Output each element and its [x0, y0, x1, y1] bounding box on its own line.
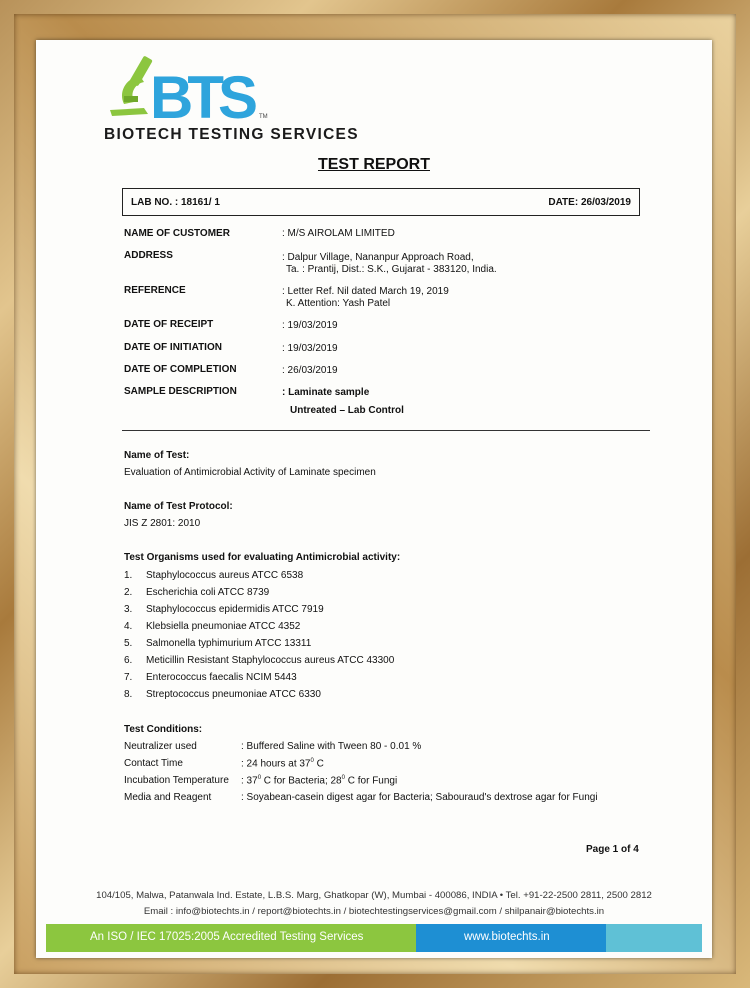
report-title: TEST REPORT — [317, 156, 430, 173]
test-name-heading: Name of Test: — [124, 450, 190, 461]
organism-name: Streptococcus pneumoniae ATCC 6330 — [146, 689, 321, 700]
organism-number: 8. — [124, 689, 133, 700]
organism-name: Enterococcus faecalis NCIM 5443 — [146, 672, 297, 683]
report-date: DATE: 26/03/2019 — [548, 197, 631, 208]
sample-label: SAMPLE DESCRIPTION — [124, 386, 237, 397]
reference-value: : Letter Ref. Nil dated March 19, 2019 — [282, 286, 449, 297]
protocol-heading: Name of Test Protocol: — [124, 501, 233, 512]
organism-number: 7. — [124, 672, 133, 683]
accent-band — [606, 924, 702, 952]
accreditation-text: An ISO / IEC 17025:2005 Accredited Testing Services — [90, 931, 364, 943]
address-label: ADDRESS — [124, 250, 173, 261]
initiation-value: : 19/03/2019 — [282, 343, 338, 354]
reference-label: REFERENCE — [124, 285, 186, 296]
contact-time-label: Contact Time — [124, 758, 183, 769]
divider — [122, 430, 650, 431]
address-value: : Dalpur Village, Nananpur Approach Road, — [282, 252, 474, 263]
accreditation-band — [46, 924, 416, 952]
trademark-mark: TM — [259, 114, 268, 120]
address-value-line2: Ta. : Prantij, Dist.: S.K., Gujarat - 383120, India. — [286, 264, 497, 275]
contact-time-value: : 24 hours at $37^0$ C — [241, 758, 324, 770]
organisms-heading: Test Organisms used for evaluating Antimicrobial activity: — [124, 552, 401, 563]
incubation-label: Incubation Temperature — [124, 775, 229, 786]
sample-value-line2: Untreated – Lab Control — [290, 405, 404, 416]
neutralizer-label: Neutralizer used — [124, 741, 197, 752]
microscope-icon — [110, 56, 153, 116]
organism-number: 2. — [124, 587, 133, 598]
media-label: Media and Reagent — [124, 792, 212, 803]
organism-number: 3. — [124, 604, 133, 615]
footer-bar — [46, 924, 702, 952]
lab-number: LAB NO. : 18161/ 1 — [131, 197, 220, 208]
customer-value: : M/S AIROLAM LIMITED — [282, 228, 395, 239]
neutralizer-value: : Buffered Saline with Tween 80 - 0.01 % — [241, 741, 422, 752]
completion-label: DATE OF COMPLETION — [124, 364, 237, 375]
initiation-label: DATE OF INITIATION — [124, 342, 222, 353]
conditions-heading: Test Conditions: — [124, 724, 203, 735]
report-page — [36, 40, 712, 958]
incubation-value: : $37^0$ C for Bacteria; $28^0$ C for Fungi — [241, 775, 398, 787]
reference-value-line2: K. Attention: Yash Patel — [286, 298, 391, 309]
page-number: Page 1 of 4 — [586, 844, 639, 855]
organism-number: 4. — [124, 621, 133, 632]
organism-name: Meticillin Resistant Staphylococcus aureus ATCC 43300 — [146, 655, 395, 666]
organism-name: Staphylococcus epidermidis ATCC 7919 — [146, 604, 324, 615]
customer-label: NAME OF CUSTOMER — [124, 228, 230, 239]
lab-info-box — [122, 188, 640, 216]
organism-number: 5. — [124, 638, 133, 649]
receipt-value: : 19/03/2019 — [282, 320, 338, 331]
bts-logo — [104, 52, 274, 132]
organism-name: Escherichia coli ATCC 8739 — [146, 587, 270, 598]
website-link[interactable]: www.biotechts.in — [464, 931, 550, 943]
footer-address: 104/105, Malwa, Patanwala Ind. Estate, L.B.S. Marg, Ghatkopar (W), Mumbai - 400086, INDIA • Tel. +91-22-2500 2811, 2500 2812 — [96, 890, 652, 901]
organism-number: 1. — [124, 570, 133, 581]
organism-number: 6. — [124, 655, 133, 666]
company-name: BIOTECH TESTING SERVICES — [104, 126, 359, 143]
sample-value: : Laminate sample — [282, 387, 370, 398]
svg-text:BTS: BTS — [150, 64, 252, 131]
protocol-value: JIS Z 2801: 2010 — [124, 518, 201, 529]
organism-name: Staphylococcus aureus ATCC 6538 — [146, 570, 304, 581]
completion-value: : 26/03/2019 — [282, 365, 338, 376]
media-value: : Soyabean-casein digest agar for Bacteria; Sabouraud's dextrose agar for Fungi — [241, 792, 598, 803]
footer-email: Email : info@biotechts.in / report@biotechts.in / biotechtestingservices@gmail.com / shilpanair@biotechts.in — [143, 906, 605, 917]
website-band — [416, 924, 606, 952]
receipt-label: DATE OF RECEIPT — [124, 319, 214, 330]
organism-name: Salmonella typhimurium ATCC 13311 — [146, 638, 312, 649]
organism-name: Klebsiella pneumoniae ATCC 4352 — [146, 621, 301, 632]
test-name: Evaluation of Antimicrobial Activity of Laminate specimen — [124, 467, 376, 478]
